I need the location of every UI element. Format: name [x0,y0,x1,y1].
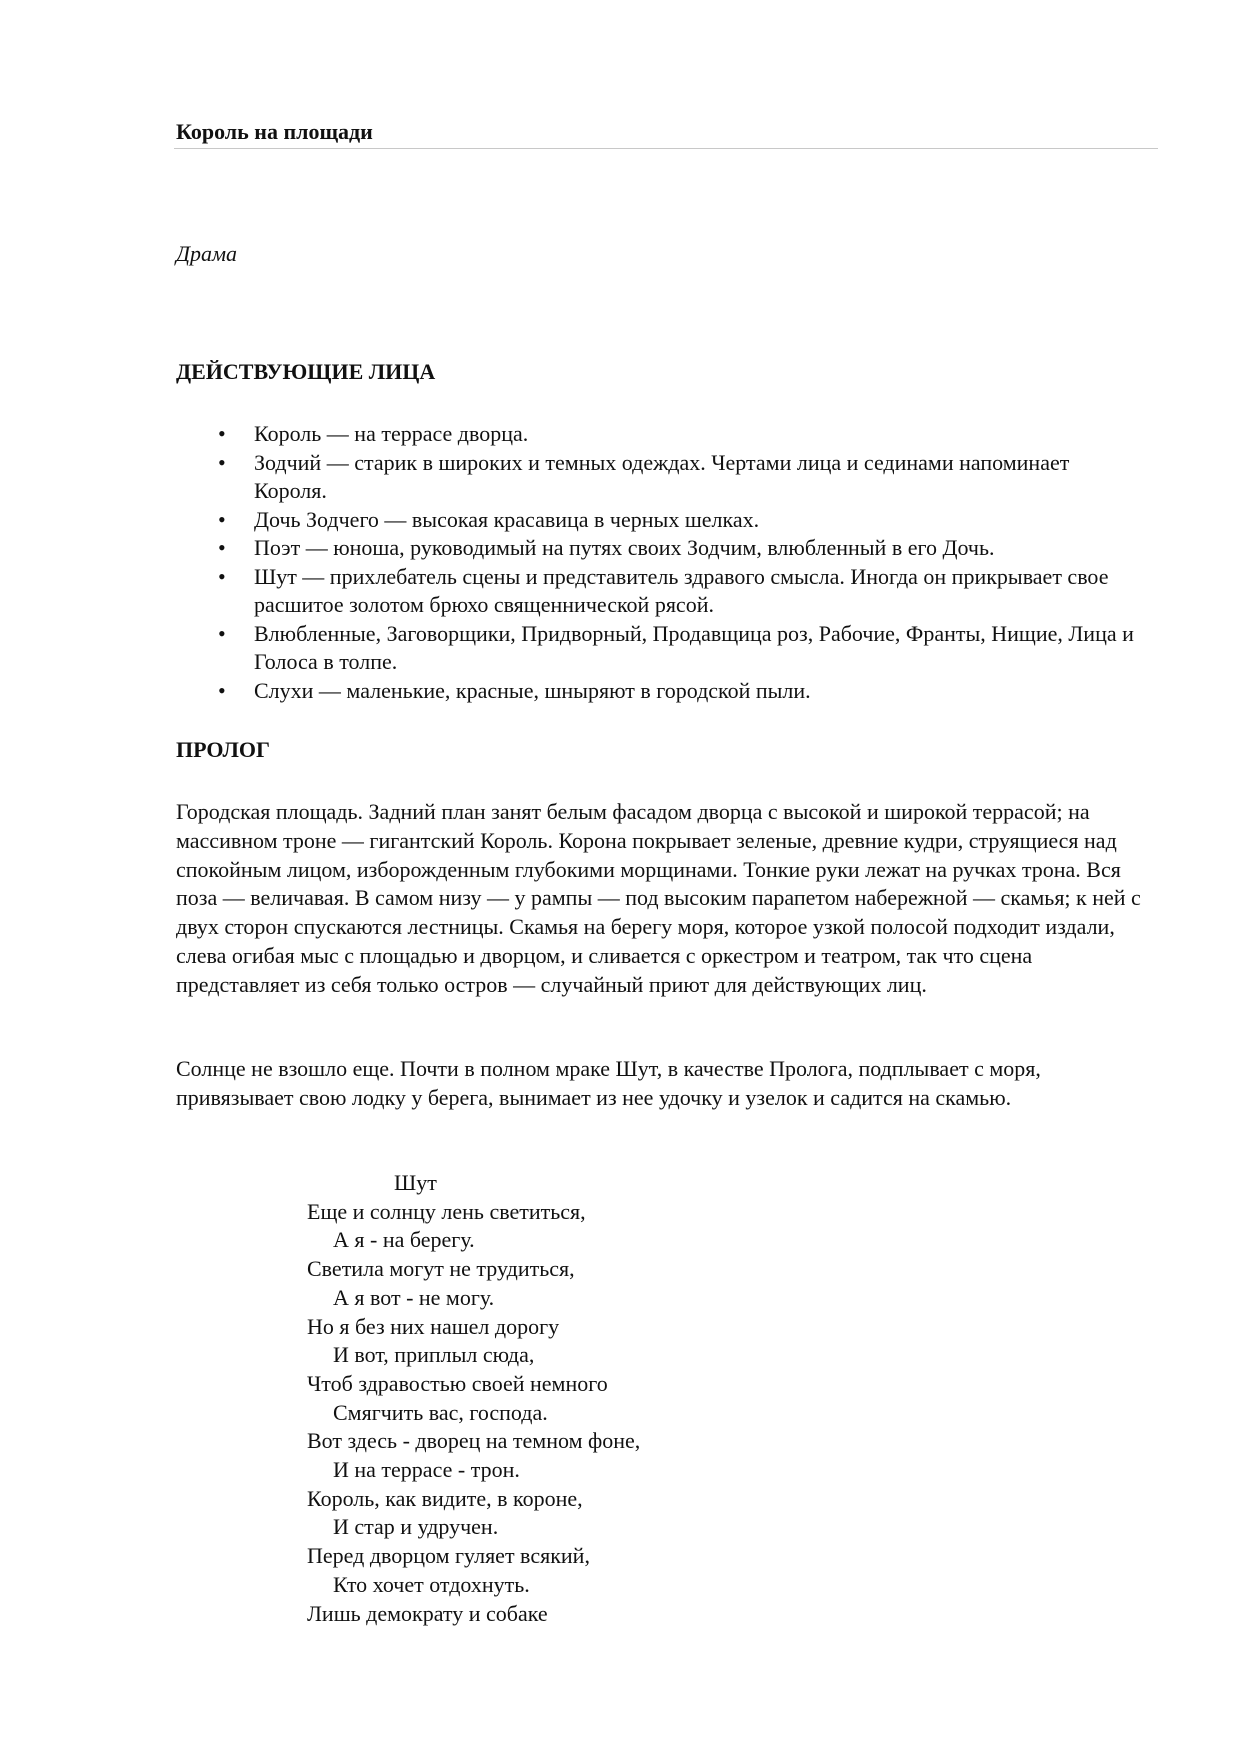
verse-line: Перед дворцом гуляет всякий, [307,1543,590,1569]
stage-direction-paragraph: Городская площадь. Задний план занят белым фасадом дворца с высокой и широкой террасой; на массивном троне — гигантский Король. Корона покрывает зеленые, древние кудри, струящиеся над спокойным лицом, изборожденным глубокими морщинами. Тонкие руки лежат на ручках трона. Вся поза — величавая. В самом низу — у рампы — под высоким парапетом набережной — скамья; к ней с двух сторон спускаются лестницы. Скамья на берегу моря, которое узкой полосой подходит издали, слева огибая мыс с площадью и дворцом, и сливается с оркестром и театром, так что сцена представляет из себя только остров — случайный приют для действующих лиц. [176,799,1141,997]
bullet-icon: • [218,535,226,560]
cast-item-text: Король — на террасе дворца. [254,421,529,446]
list-item [176,677,1136,706]
prologue-heading: ПРОЛОГ [176,737,270,762]
verse-line: Смягчить вас, господа. [333,1399,548,1425]
verse-line: А я вот - не могу. [333,1284,495,1310]
list-item [176,449,1136,506]
cast-list [176,420,1136,705]
verse-line: Но я без них нашел дорогу [307,1313,560,1339]
cast-item-text: Шут — прихлебатель сцены и представитель здравого смысла. Иногда он прикрывает свое расшитое золотом брюхо священнической рясой. [254,563,1109,617]
bullet-icon: • [218,506,226,532]
cast-heading: ДЕЙСТВУЮЩИЕ ЛИЦА [176,359,436,384]
verse-line: И стар и удручен. [333,1514,499,1540]
list-item [176,534,1136,563]
verse-line: Кто хочет отдохнуть. [333,1571,530,1597]
verse-line: И на террасе - трон. [333,1457,520,1483]
bullet-icon: • [218,620,226,646]
cast-item-text: Зодчий — старик в широких и темных одеждах. Чертами лица и сединами напоминает Короля. [254,449,1070,503]
verse-line: Еще и солнцу лень светиться, [307,1198,586,1224]
verse-line: Лишь демократу и собаке [307,1600,548,1626]
verse-line: Светила могут не трудиться, [307,1256,575,1282]
bullet-icon: • [218,563,226,589]
verse-line: Чтоб здравостью своей немного [307,1370,608,1396]
cast-item-text: Слухи — маленькие, красные, шныряют в городской пыли. [254,677,811,703]
list-item [176,563,1136,620]
header-divider [174,148,1158,149]
bullet-icon: • [218,677,226,703]
verse-line: Вот здесь - дворец на темном фоне, [307,1428,641,1454]
bullet-icon: • [218,449,226,475]
stage-direction-paragraph: Солнце не взошло еще. Почти в полном мраке Шут, в качестве Пролога, подплывает с моря, привязывает свою лодку у берега, вынимает из нее удочку и узелок и садится на скамью. [176,1056,1041,1110]
list-item [176,620,1136,677]
list-item [176,506,1136,535]
bullet-icon: • [218,421,226,446]
list-item [176,420,1136,449]
cast-item-text: Поэт — юноша, руководимый на путях своих Зодчим, влюбленный в его Дочь. [254,535,995,560]
verse-line: Король, как видите, в короне, [307,1485,583,1511]
verse-line: И вот, приплыл сюда, [333,1342,535,1368]
verse-block [307,1169,640,1628]
cast-item-text: Дочь Зодчего — высокая красавица в черных шелках. [254,506,760,532]
genre-label: Драма [176,241,238,266]
cast-item-text: Влюбленные, Заговорщики, Придворный, Продавщица роз, Рабочие, Франты, Нищие, Лица и Голоса в толпе. [254,620,1134,674]
verse-line: А я - на берегу. [333,1227,475,1253]
verse-speaker: Шут [394,1170,437,1195]
running-header-title: Король на площади [176,119,373,144]
